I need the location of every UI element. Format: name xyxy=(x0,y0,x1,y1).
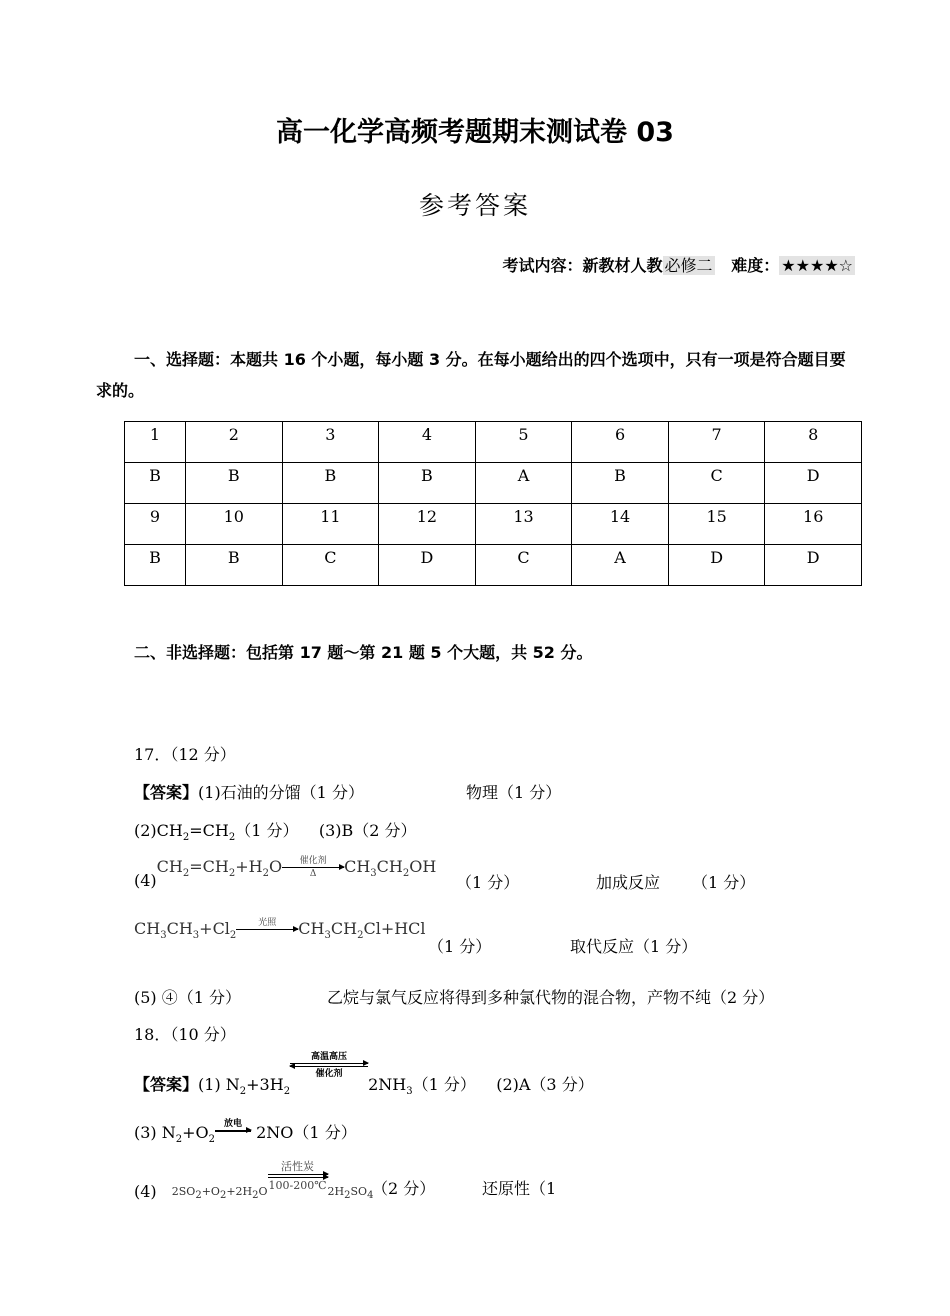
q18-a4-prefix: (4) xyxy=(134,1182,157,1201)
sulfuric-acid-product: 2H2SO4 xyxy=(327,1185,374,1202)
table-cell: 2 xyxy=(186,422,283,463)
q17-a2-mid: =CH xyxy=(189,821,229,840)
table-cell: C xyxy=(475,545,572,586)
table-cell: 10 xyxy=(186,504,283,545)
q17-b-type: 取代反应（1 分） xyxy=(570,937,698,956)
q18-a4-score: （2 分） xyxy=(372,1179,436,1198)
reversible-arrow xyxy=(290,1052,368,1079)
q17-a2-post: （1 分） xyxy=(235,821,299,840)
table-cell: B xyxy=(125,463,186,504)
table-cell: 6 xyxy=(572,422,669,463)
answer-table xyxy=(124,421,862,586)
difficulty-label: 难度： xyxy=(731,256,780,275)
q17-a2-pre: (2)CH xyxy=(134,821,183,840)
q18-a3-score: （1 分） xyxy=(293,1123,357,1142)
section1-heading: 一、选择题：本题共 16 个小题，每小题 3 分。在每小题给出的四个选项中，只有一项是符合题目要求的。 xyxy=(96,350,846,400)
temperature-label: 100-200℃ xyxy=(268,1179,327,1192)
difficulty-stars: ★★★★☆ xyxy=(781,256,853,275)
q17-a4-score: （1 分） xyxy=(456,873,520,892)
answer-label: 【答案】 xyxy=(134,783,199,802)
table-cell: 11 xyxy=(282,504,379,545)
q18-a2: (2)A（3 分） xyxy=(496,1075,594,1094)
q17-a5b: 乙烷与氯气反应将得到多种氯代物的混合物，产物不纯（2 分） xyxy=(327,988,775,1007)
ethylene-hydration-equation: $CH_2=CH_2+H_2O$ 催化剂 Δ $CH_3CH_2OH$ xyxy=(156,856,437,880)
activated-carbon-arrow xyxy=(268,1160,328,1193)
table-row xyxy=(125,504,862,545)
q17-answer-1 xyxy=(134,780,364,803)
ethane-chlorination-equation: $CH_3CH_3+Cl_2$ 光照 $CH_3CH_2Cl+HCl$ xyxy=(134,918,426,942)
q18-answer-3: (3) $N_2+O_2$ 放电 2NO（1 分） xyxy=(134,1118,357,1146)
table-cell: A xyxy=(572,545,669,586)
table-cell: 16 xyxy=(765,504,862,545)
q17-a4-type-score: （1 分） xyxy=(692,873,756,892)
table-cell: A xyxy=(475,463,572,504)
table-cell: D xyxy=(765,463,862,504)
table-cell: 12 xyxy=(379,504,476,545)
q17-a3: (3)B（2 分） xyxy=(318,821,417,840)
exam-meta xyxy=(503,253,855,276)
q17-a1b: 物理（1 分） xyxy=(466,783,562,802)
q17-a4-prefix: (4) xyxy=(134,871,157,890)
content-label: 考试内容：新教材人教 xyxy=(502,256,663,275)
table-cell: D xyxy=(765,545,862,586)
light-label: 光照 xyxy=(258,918,277,928)
content-value: 必修二 xyxy=(664,256,713,275)
q18-answer-1: 【答案】(1) $N_2+3H_2$ 高温高压 催化剂 $2NH_3(1$ 分） (2)A（3 分） xyxy=(134,1052,594,1098)
section2-heading: 二、非选择题：包括第 17 题～第 21 题 5 个大题，共 52 分。 xyxy=(134,643,593,662)
table-cell: B xyxy=(282,463,379,504)
q17-answer-2: $(2)CH_2=CH_2(1$ 分） (3)B（2 分） xyxy=(134,821,417,844)
table-cell: 14 xyxy=(572,504,669,545)
table-cell: 4 xyxy=(379,422,476,463)
heat-label: Δ xyxy=(309,869,317,879)
table-cell: B xyxy=(186,463,283,504)
q18-a1-score: （1 分） xyxy=(412,1075,476,1094)
table-cell: B xyxy=(186,545,283,586)
reaction-arrow-catalyst xyxy=(282,856,344,879)
q18-a1-prefix: (1) N xyxy=(198,1075,240,1094)
q17-a1: (1)石油的分馏（1 分） xyxy=(198,783,364,802)
catalyst-label: 催化剂 xyxy=(315,1069,343,1079)
q17-a5: (5) ④（1 分） xyxy=(134,988,242,1007)
table-cell: 1 xyxy=(125,422,186,463)
table-cell: 3 xyxy=(282,422,379,463)
table-cell: 8 xyxy=(765,422,862,463)
table-cell: 9 xyxy=(125,504,186,545)
q17-answer-4b xyxy=(134,918,426,941)
q17-b-score: （1 分） xyxy=(428,937,492,956)
table-cell: B xyxy=(572,463,669,504)
catalyst-label: 催化剂 xyxy=(299,856,327,866)
table-row xyxy=(125,422,862,463)
table-row xyxy=(125,545,862,586)
answer-label: 【答案】 xyxy=(134,1075,199,1094)
discharge-label: 放电 xyxy=(224,1118,243,1129)
q17-heading: 17．（12 分） xyxy=(134,745,236,764)
table-cell: 15 xyxy=(668,504,765,545)
table-row xyxy=(125,463,862,504)
table-cell: D xyxy=(379,545,476,586)
reaction-arrow-light xyxy=(236,918,298,941)
q18-heading: 18．（10 分） xyxy=(134,1025,236,1044)
table-cell: 5 xyxy=(475,422,572,463)
so2-oxidation-equation: 2SO2+O2+2H2O xyxy=(171,1185,268,1202)
table-cell: C xyxy=(668,463,765,504)
table-cell: D xyxy=(668,545,765,586)
table-cell: C xyxy=(282,545,379,586)
page-title: 高一化学高频考题期末测试卷 03 xyxy=(276,117,674,148)
discharge-arrow xyxy=(215,1119,251,1133)
q18-answer-4 xyxy=(134,1160,374,1202)
table-cell: 7 xyxy=(668,422,765,463)
table-cell: 13 xyxy=(475,504,572,545)
page-subtitle: 参考答案 xyxy=(418,191,531,220)
table-cell: B xyxy=(379,463,476,504)
q18-a4-tail: 还原性（1 xyxy=(482,1179,557,1198)
q17-a4-type: 加成反应 xyxy=(596,873,661,892)
q17-answer-4 xyxy=(134,856,437,890)
table-cell: B xyxy=(125,545,186,586)
q18-a3-prefix: (3) N xyxy=(134,1123,176,1142)
activated-carbon-label: 活性炭 xyxy=(281,1160,315,1173)
high-temp-pressure-label: 高温高压 xyxy=(311,1052,348,1062)
